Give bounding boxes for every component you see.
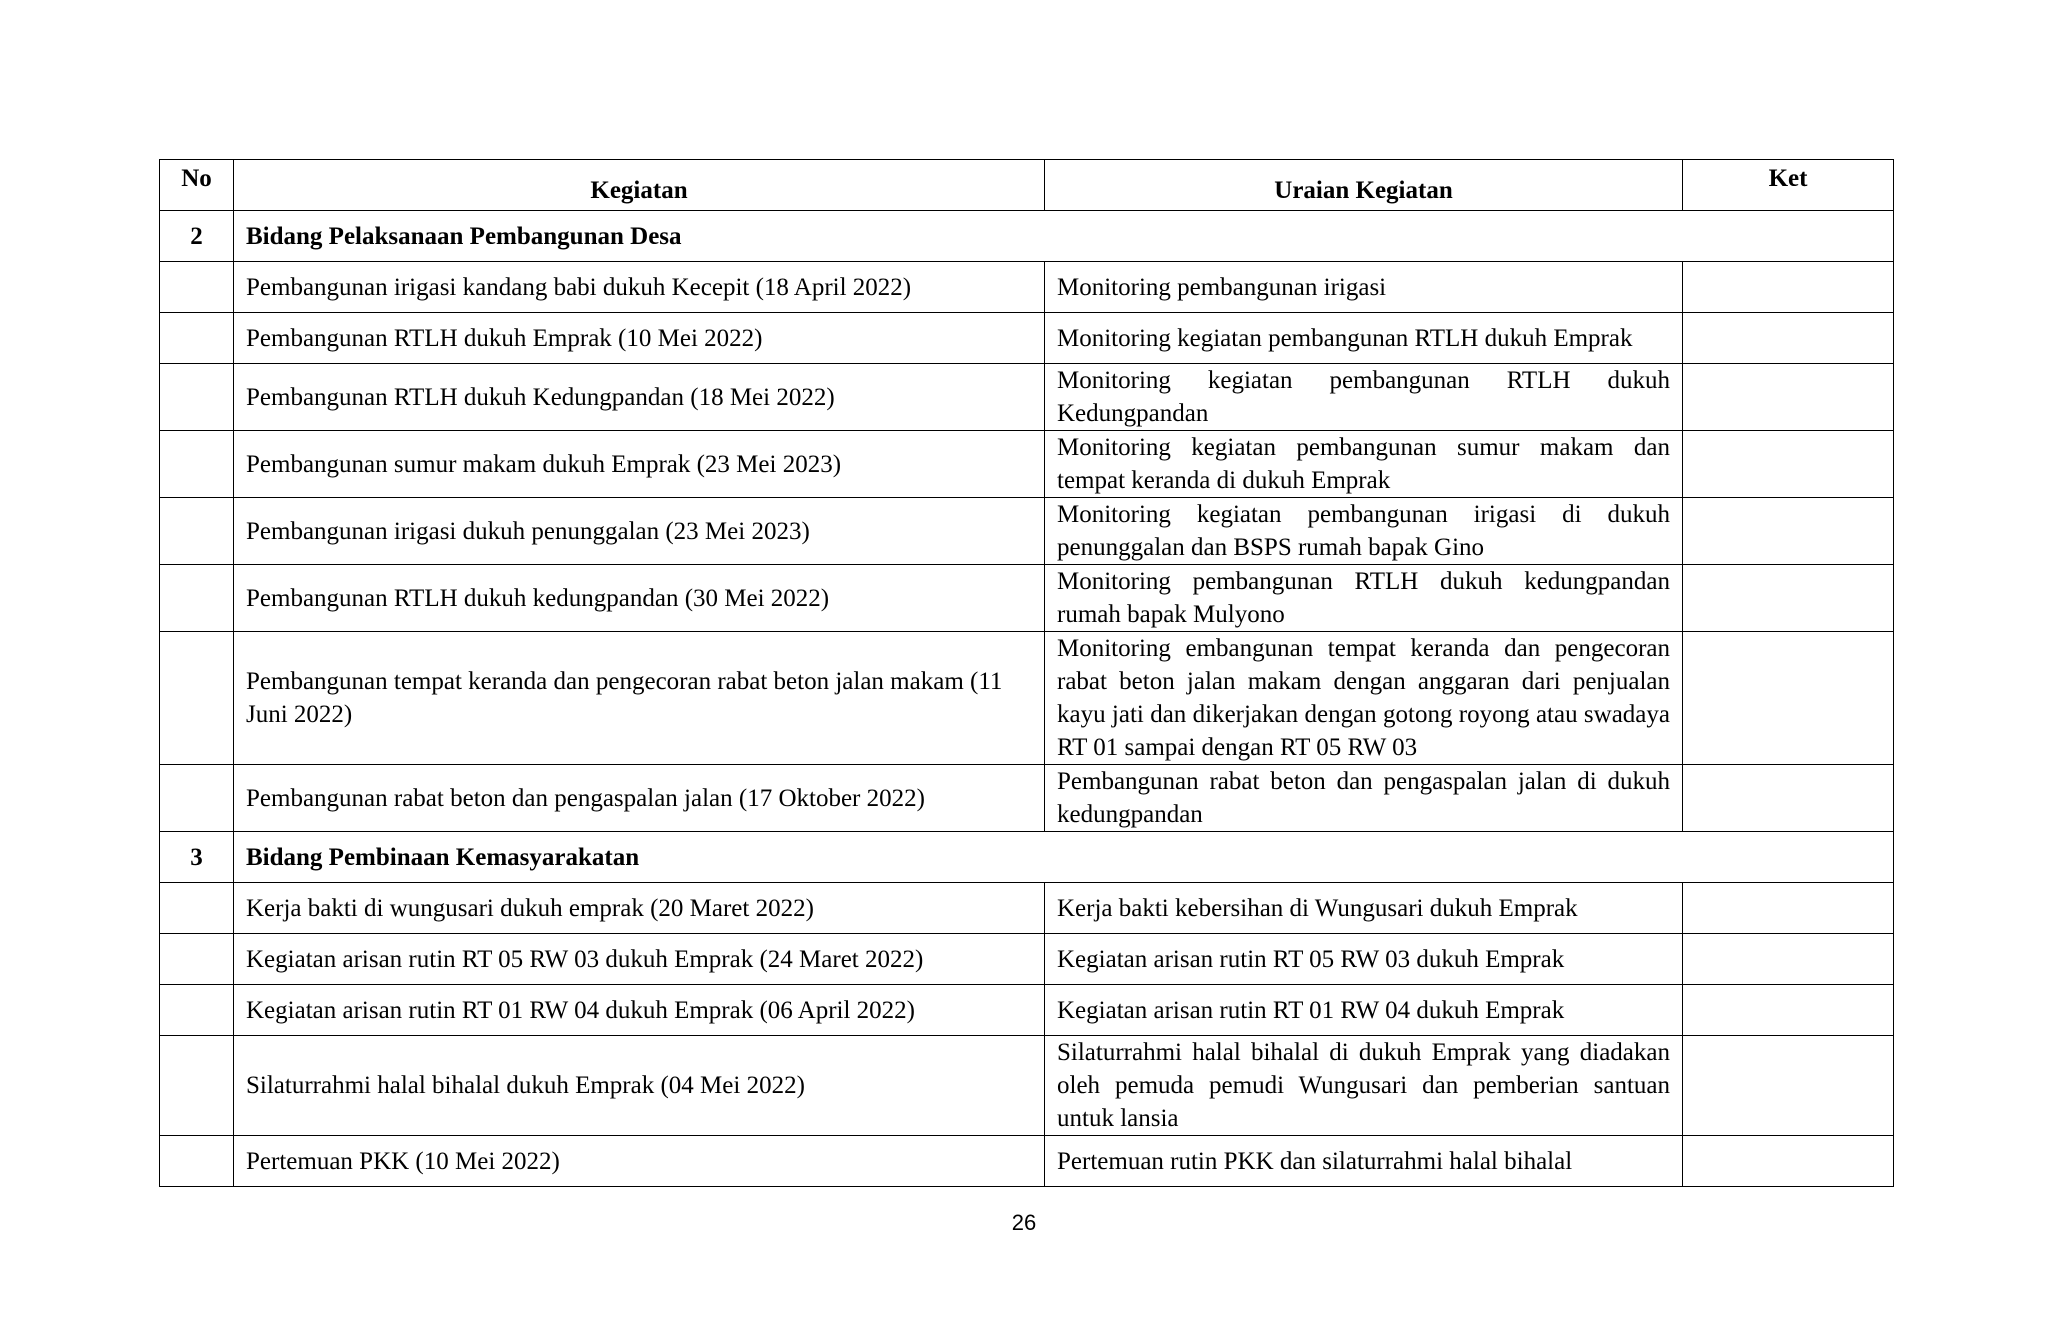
header-kegiatan: Kegiatan (234, 160, 1045, 211)
table-row (160, 313, 1894, 364)
cell-no (160, 565, 234, 632)
table-row (160, 262, 1894, 313)
cell-kegiatan: Kegiatan arisan rutin RT 01 RW 04 dukuh Emprak (06 April 2022) (234, 985, 1045, 1036)
table-header-row (160, 160, 1894, 211)
cell-uraian: Pembangunan rabat beton dan pengaspalan jalan di dukuh kedungpandan (1045, 765, 1683, 832)
cell-kegiatan: Pembangunan RTLH dukuh Emprak (10 Mei 2022) (234, 313, 1045, 364)
cell-no (160, 364, 234, 431)
cell-kegiatan: Pertemuan PKK (10 Mei 2022) (234, 1136, 1045, 1187)
cell-kegiatan: Pembangunan sumur makam dukuh Emprak (23 Mei 2023) (234, 431, 1045, 498)
cell-no (160, 632, 234, 765)
cell-no (160, 765, 234, 832)
cell-no (160, 1136, 234, 1187)
activity-table (159, 159, 1894, 1187)
table-row (160, 934, 1894, 985)
cell-ket (1683, 934, 1894, 985)
table-row (160, 985, 1894, 1036)
cell-kegiatan: Pembangunan irigasi kandang babi dukuh Kecepit (18 April 2022) (234, 262, 1045, 313)
cell-ket (1683, 431, 1894, 498)
cell-uraian: Monitoring kegiatan pembangunan RTLH dukuh Emprak (1045, 313, 1683, 364)
section-number: 3 (160, 832, 234, 883)
cell-ket (1683, 985, 1894, 1036)
section-number: 2 (160, 211, 234, 262)
cell-kegiatan: Pembangunan RTLH dukuh kedungpandan (30 Mei 2022) (234, 565, 1045, 632)
cell-kegiatan: Pembangunan RTLH dukuh Kedungpandan (18 Mei 2022) (234, 364, 1045, 431)
cell-uraian: Monitoring embangunan tempat keranda dan pengecoran rabat beton jalan makam dengan anggaran dari penjualan kayu jati dan dikerjakan dengan gotong royong atau swadaya RT 01 sampai dengan RT 05 RW 03 (1045, 632, 1683, 765)
cell-uraian: Monitoring kegiatan pembangunan sumur makam dan tempat keranda di dukuh Emprak (1045, 431, 1683, 498)
cell-uraian: Monitoring pembangunan RTLH dukuh kedungpandan rumah bapak Mulyono (1045, 565, 1683, 632)
table-row (160, 765, 1894, 832)
cell-no (160, 313, 234, 364)
header-uraian: Uraian Kegiatan (1045, 160, 1683, 211)
header-ket: Ket (1683, 160, 1894, 211)
cell-uraian: Pertemuan rutin PKK dan silaturrahmi halal bihalal (1045, 1136, 1683, 1187)
table-row (160, 632, 1894, 765)
cell-ket (1683, 565, 1894, 632)
cell-ket (1683, 883, 1894, 934)
cell-ket (1683, 313, 1894, 364)
cell-uraian: Silaturrahmi halal bihalal di dukuh Emprak yang diadakan oleh pemuda pemudi Wungusari dan pemberian santuan untuk lansia (1045, 1036, 1683, 1136)
table-row (160, 431, 1894, 498)
cell-ket (1683, 765, 1894, 832)
cell-uraian: Kegiatan arisan rutin RT 01 RW 04 dukuh Emprak (1045, 985, 1683, 1036)
cell-kegiatan: Silaturrahmi halal bihalal dukuh Emprak (04 Mei 2022) (234, 1036, 1045, 1136)
cell-no (160, 883, 234, 934)
section-title: Bidang Pelaksanaan Pembangunan Desa (234, 211, 1894, 262)
cell-no (160, 498, 234, 565)
cell-no (160, 985, 234, 1036)
section-row (160, 211, 1894, 262)
table-row (160, 1136, 1894, 1187)
cell-kegiatan: Pembangunan irigasi dukuh penunggalan (23 Mei 2023) (234, 498, 1045, 565)
table-row (160, 565, 1894, 632)
cell-uraian: Monitoring kegiatan pembangunan RTLH dukuh Kedungpandan (1045, 364, 1683, 431)
cell-kegiatan: Pembangunan rabat beton dan pengaspalan jalan (17 Oktober 2022) (234, 765, 1045, 832)
section-row (160, 832, 1894, 883)
table-row (160, 498, 1894, 565)
cell-no (160, 1036, 234, 1136)
table-row (160, 1036, 1894, 1136)
cell-ket (1683, 632, 1894, 765)
cell-uraian: Kegiatan arisan rutin RT 05 RW 03 dukuh Emprak (1045, 934, 1683, 985)
table-row (160, 364, 1894, 431)
page-number: 26 (1011, 1210, 1037, 1235)
cell-ket (1683, 1036, 1894, 1136)
cell-uraian: Kerja bakti kebersihan di Wungusari dukuh Emprak (1045, 883, 1683, 934)
cell-no (160, 934, 234, 985)
cell-kegiatan: Kegiatan arisan rutin RT 05 RW 03 dukuh Emprak (24 Maret 2022) (234, 934, 1045, 985)
section-title: Bidang Pembinaan Kemasyarakatan (234, 832, 1894, 883)
cell-kegiatan: Kerja bakti di wungusari dukuh emprak (20 Maret 2022) (234, 883, 1045, 934)
cell-no (160, 262, 234, 313)
cell-uraian: Monitoring pembangunan irigasi (1045, 262, 1683, 313)
cell-uraian: Monitoring kegiatan pembangunan irigasi di dukuh penunggalan dan BSPS rumah bapak Gino (1045, 498, 1683, 565)
cell-kegiatan: Pembangunan tempat keranda dan pengecoran rabat beton jalan makam (11 Juni 2022) (234, 632, 1045, 765)
cell-ket (1683, 498, 1894, 565)
cell-ket (1683, 262, 1894, 313)
table-row (160, 883, 1894, 934)
header-no: No (160, 160, 234, 211)
cell-ket (1683, 364, 1894, 431)
cell-ket (1683, 1136, 1894, 1187)
cell-no (160, 431, 234, 498)
